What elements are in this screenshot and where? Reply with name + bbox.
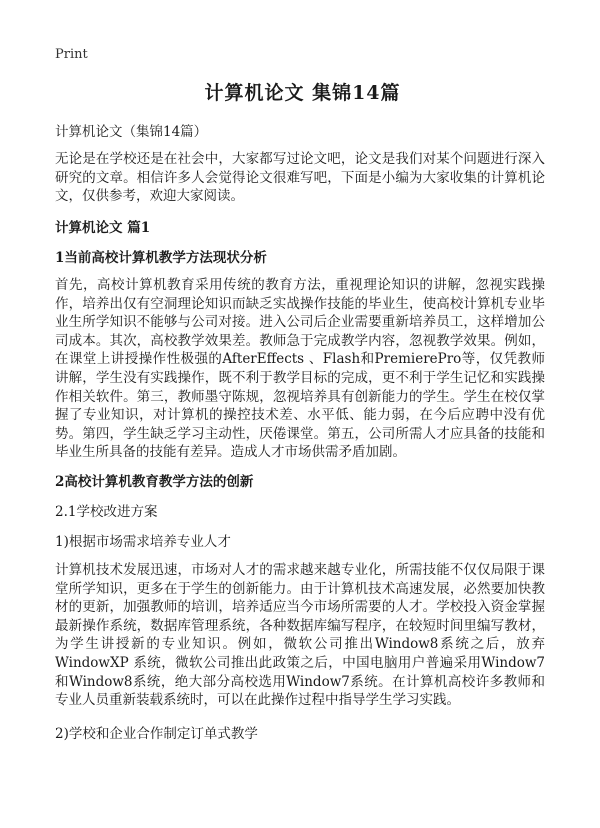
article-heading: 计算机论文 篇1 — [55, 220, 151, 236]
section-heading-1: 1当前高校计算机教学方法现状分析 — [55, 250, 267, 266]
section-1-paragraph: 首先，高校计算机教育采用传统的教育方法，重视理论知识的讲解，忽视实践操作，培养出仅有空洞理论知识而缺乏实战操作技能的毕业生，使高校计算机专业毕业生所学知识不能够与公司对接。进入公司后企业需要重新培养员工，这样增加公司成本。其次，高校教学效果差。教师急于完成教学内容，忽视教学效果。例如，在课堂上讲授操作性极强的AfterEffects 、Flash和PremierePro等，仅凭教师讲解，学生没有实践操作，既不利于教学目标的完成，更不利于学生记忆和实践操作相关软件。第三，教师墨守陈规，忽视培养具有创新能力的学生。学生在校仅掌握了专业知识，对计算机的操控技术差、水平低、能力弱，在今后应聘中没有优势。第四，学生缺乏学习主动性，厌倦课堂。第五，公司所需人才应具备的技能和毕业生所具备的技能有差异。造成人才市场供需矛盾加剧。 — [55, 277, 545, 461]
subsection-item-2: 2)学校和企业合作制定订单式教学 — [55, 726, 258, 742]
document-subtitle: 计算机论文（集锦14篇） — [55, 124, 208, 140]
print-link[interactable]: Print — [55, 47, 88, 62]
subsection-item-1: 1)根据市场需求培养专业人才 — [55, 534, 231, 550]
intro-paragraph: 无论是在学校还是在社会中，大家都写过论文吧，论文是我们对某个问题进行深入研究的文章。相信许多人会觉得论文很难写吧，下面是小编为大家收集的计算机论文，仅供参考，欢迎大家阅读。 — [55, 151, 545, 205]
section-heading-2: 2高校计算机教育教学方法的创新 — [55, 474, 254, 490]
page-title: 计算机论文 集锦14篇 — [204, 82, 401, 104]
subsection-item-1-paragraph: 计算机技术发展迅速，市场对人才的需求越来越专业化，所需技能不仅仅局限于课堂所学知识，更多在于学生的创新能力。由于计算机技术高速发展，必然要加快教材的更新，加强教师的培训，培养适应当今市场所需要的人才。学校投入资金掌握最新操作系统，数据库管理系统，各种数据库编写程序，在较短时间里编写教材，为学生讲授新的专业知识。例如，微软公司推出Window8系统之后，放弃WindowXP 系统，微软公司推出此政策之后，中国电脑用户普遍采用Window7和Window8系统，绝大部分高校选用Window7系统。在计算机高校许多教师和专业人员重新装载系统时，可以在此操作过程中指导学生学习实践。 — [55, 562, 545, 709]
subsection-heading-2-1: 2.1学校改进方案 — [55, 504, 158, 520]
